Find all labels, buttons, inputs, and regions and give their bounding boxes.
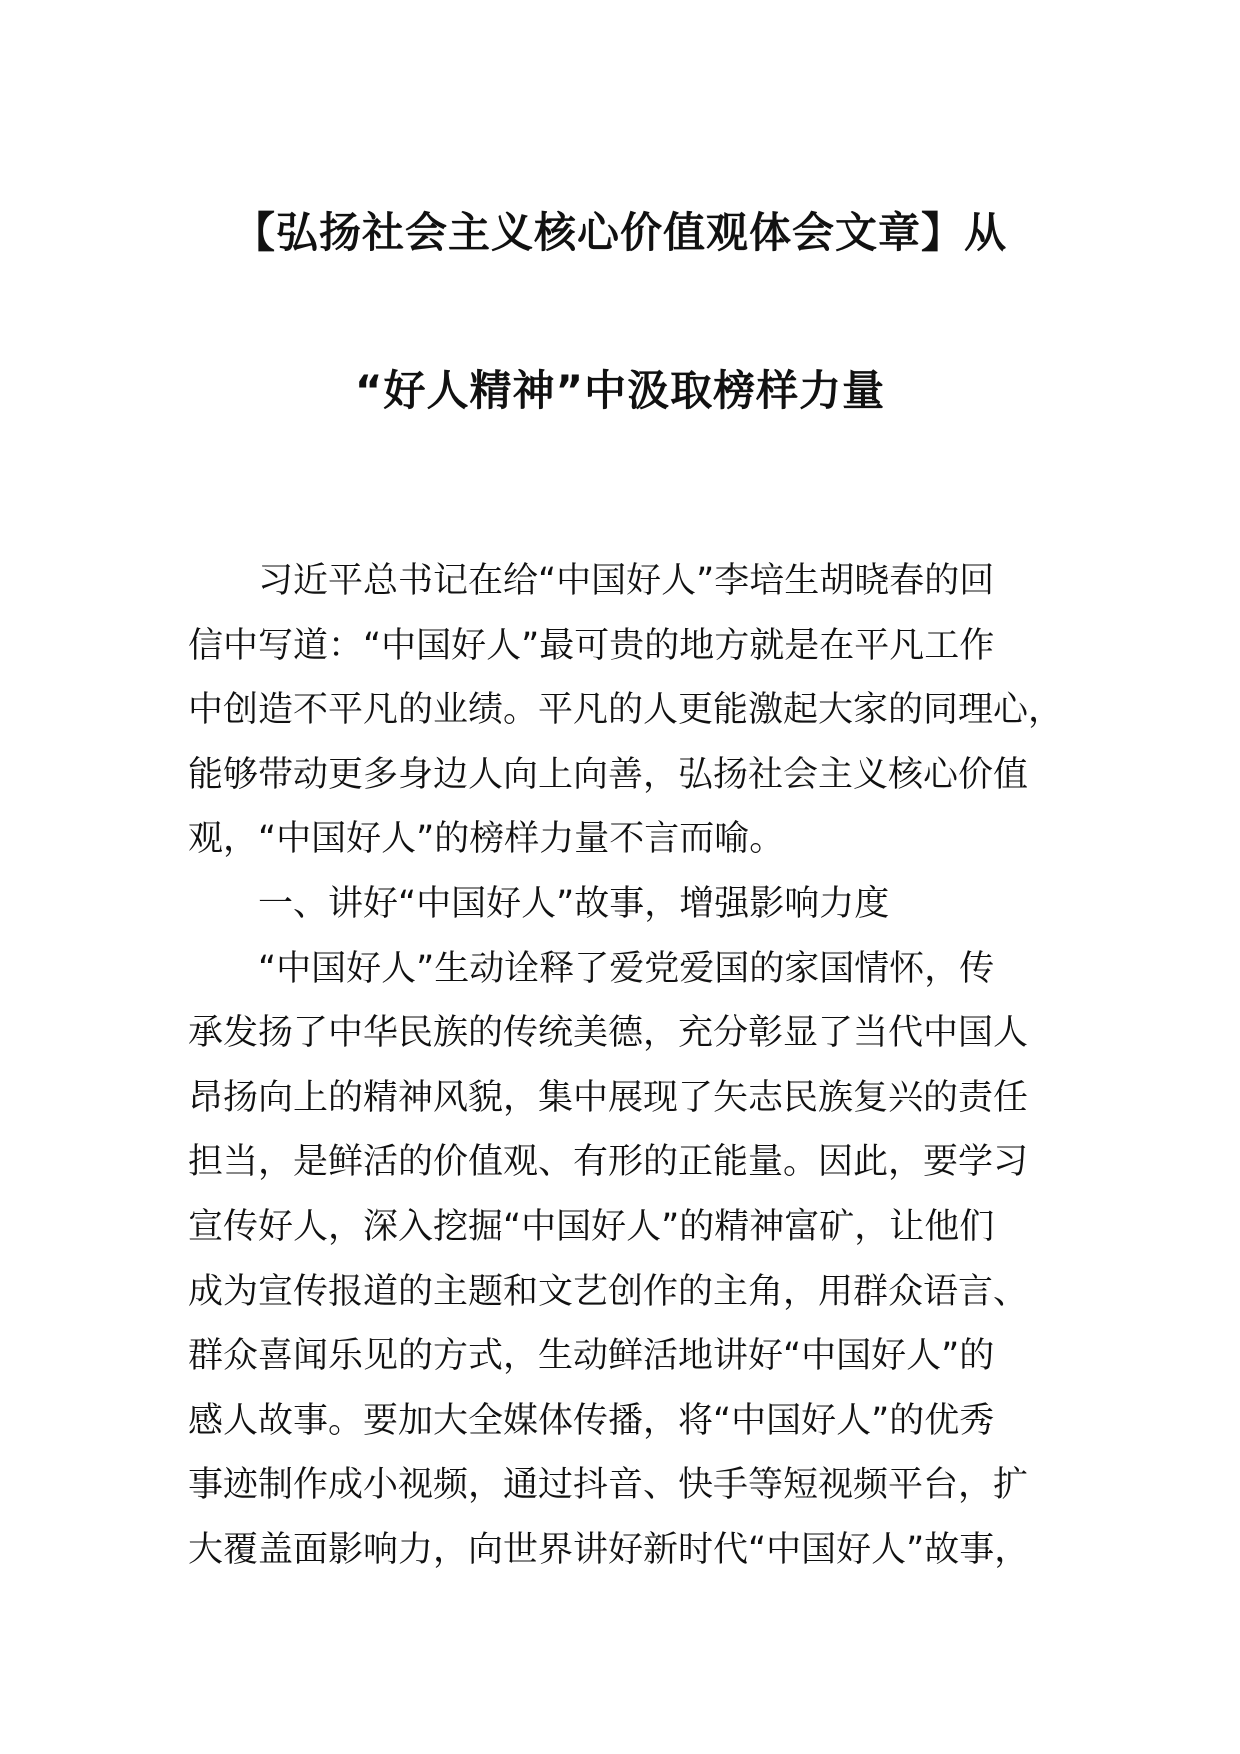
paragraph-2-line-6: 成为宣传报道的主题和文艺创作的主角，用群众语言、 xyxy=(188,1271,1029,1312)
paragraph-1-line-5: 观，“中国好人”的榜样力量不言而喻。 xyxy=(188,819,785,860)
paragraph-2-line-9: 事迹制作成小视频，通过抖音、快手等短视频平台，扩 xyxy=(188,1465,1029,1506)
document-title-line-1: 【弘扬社会主义核心价值观体会文章】从 xyxy=(232,208,1007,257)
document-body xyxy=(188,549,1088,1583)
paragraph-1-line-2: 信中写道：“中国好人”最可贵的地方就是在平凡工作 xyxy=(188,625,995,666)
paragraph-2-line-5: 宣传好人，深入挖掘“中国好人”的精神富矿，让他们 xyxy=(188,1206,995,1247)
document-title-line-2: “好人精神”中汲取榜样力量 xyxy=(354,366,886,415)
paragraph-2-line-4: 担当，是鲜活的价值观、有形的正能量。因此，要学习 xyxy=(188,1142,1029,1183)
paragraph-2-line-1: “中国好人”生动诠释了爱党爱国的家国情怀，传 xyxy=(258,948,995,989)
paragraph-2-line-10: 大覆盖面影响力，向世界讲好新时代“中国好人”故事， xyxy=(188,1529,1030,1570)
paragraph-2-line-7: 群众喜闻乐见的方式，生动鲜活地讲好“中国好人”的 xyxy=(188,1336,995,1377)
paragraph-2-line-3: 昂扬向上的精神风貌，集中展现了矢志民族复兴的责任 xyxy=(188,1077,1029,1118)
paragraph-2-line-8: 感人故事。要加大全媒体传播，将“中国好人”的优秀 xyxy=(188,1400,995,1441)
section-heading-1: 一、讲好“中国好人”故事，增强影响力度 xyxy=(258,883,890,924)
paragraph-2-line-2: 承发扬了中华民族的传统美德，充分彰显了当代中国人 xyxy=(188,1013,1029,1054)
paragraph-1-line-3: 中创造不平凡的业绩。平凡的人更能激起大家的同理心， xyxy=(188,690,1064,731)
paragraph-1-line-1: 习近平总书记在给“中国好人”李培生胡晓春的回 xyxy=(258,561,995,601)
paragraph-1-line-4: 能够带动更多身边人向上向善，弘扬社会主义核心价值 xyxy=(188,754,1029,795)
